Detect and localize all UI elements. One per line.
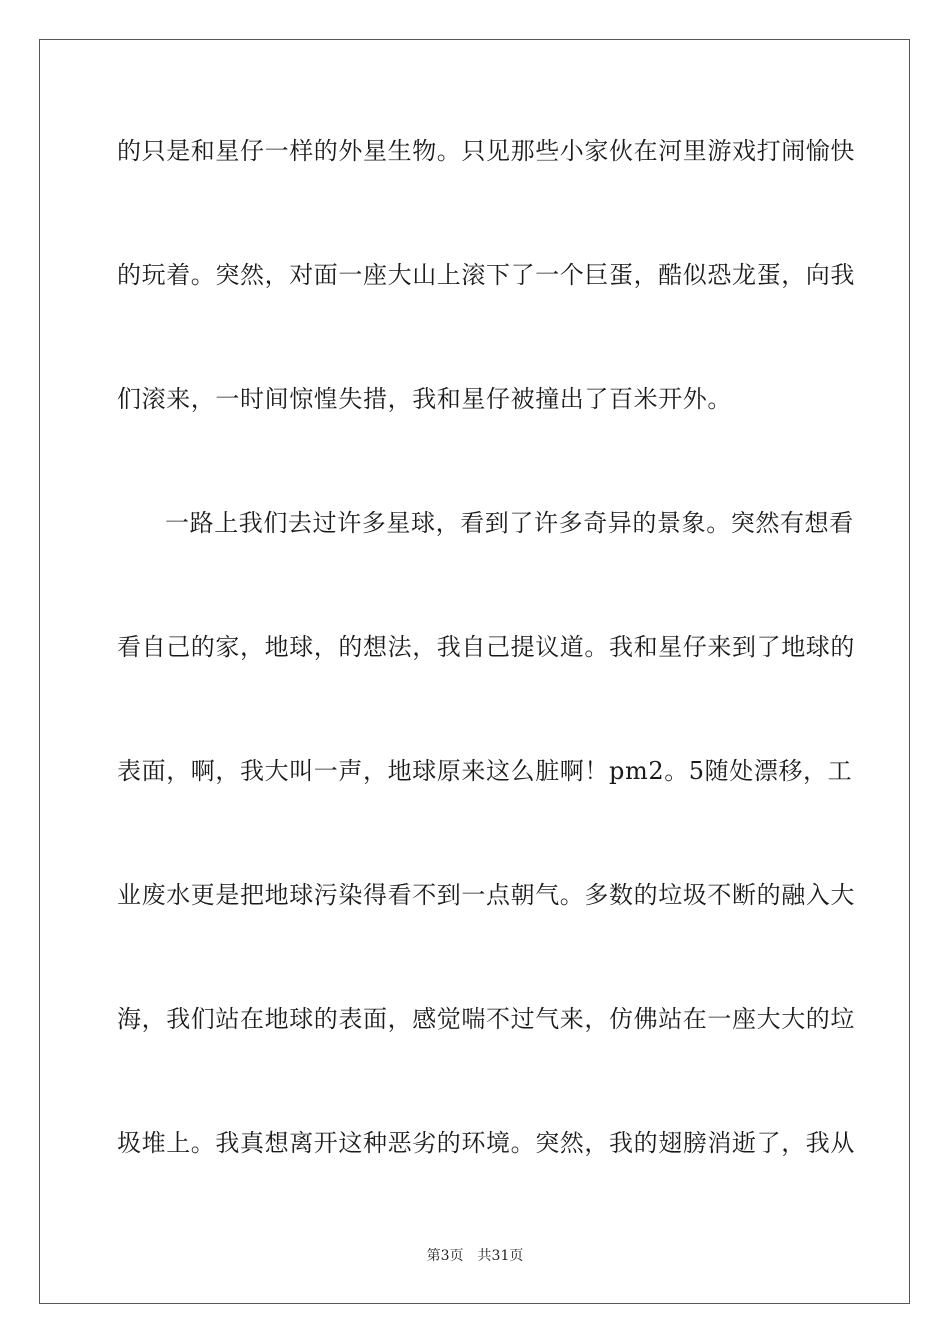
- text-line-5: 看自己的家，地球，的想法，我自己提议道。我和星仔来到了地球的: [117, 633, 855, 661]
- page-border: [39, 39, 910, 1304]
- text-line-6: 表面，啊，我大叫一声，地球原来这么脏啊！pm2。5随处漂移，工: [117, 757, 853, 785]
- text-line-1: 的只是和星仔一样的外星生物。只见那些小家伙在河里游戏打闹愉快: [117, 137, 855, 165]
- page-footer: [0, 1247, 950, 1265]
- text-line-9: 圾堆上。我真想离开这种恶劣的环境。突然，我的翅膀消逝了，我从: [117, 1129, 855, 1157]
- text-line-2: 的玩着。突然，对面一座大山上滚下了一个巨蛋，酷似恐龙蛋，向我: [117, 261, 855, 289]
- page-number: 第3页: [426, 1248, 464, 1264]
- text-line-8: 海，我们站在地球的表面，感觉喘不过气来，仿佛站在一座大大的垃: [117, 1005, 855, 1033]
- text-line-3: 们滚来，一时间惊惶失措，我和星仔被撞出了百米开外。: [117, 385, 732, 413]
- text-line-4: 一路上我们去过许多星球，看到了许多奇异的景象。突然有想看: [165, 509, 854, 537]
- page-total: 共31页: [477, 1248, 524, 1264]
- text-line-7: 业废水更是把地球污染得看不到一点朝气。多数的垃圾不断的融入大: [117, 881, 855, 909]
